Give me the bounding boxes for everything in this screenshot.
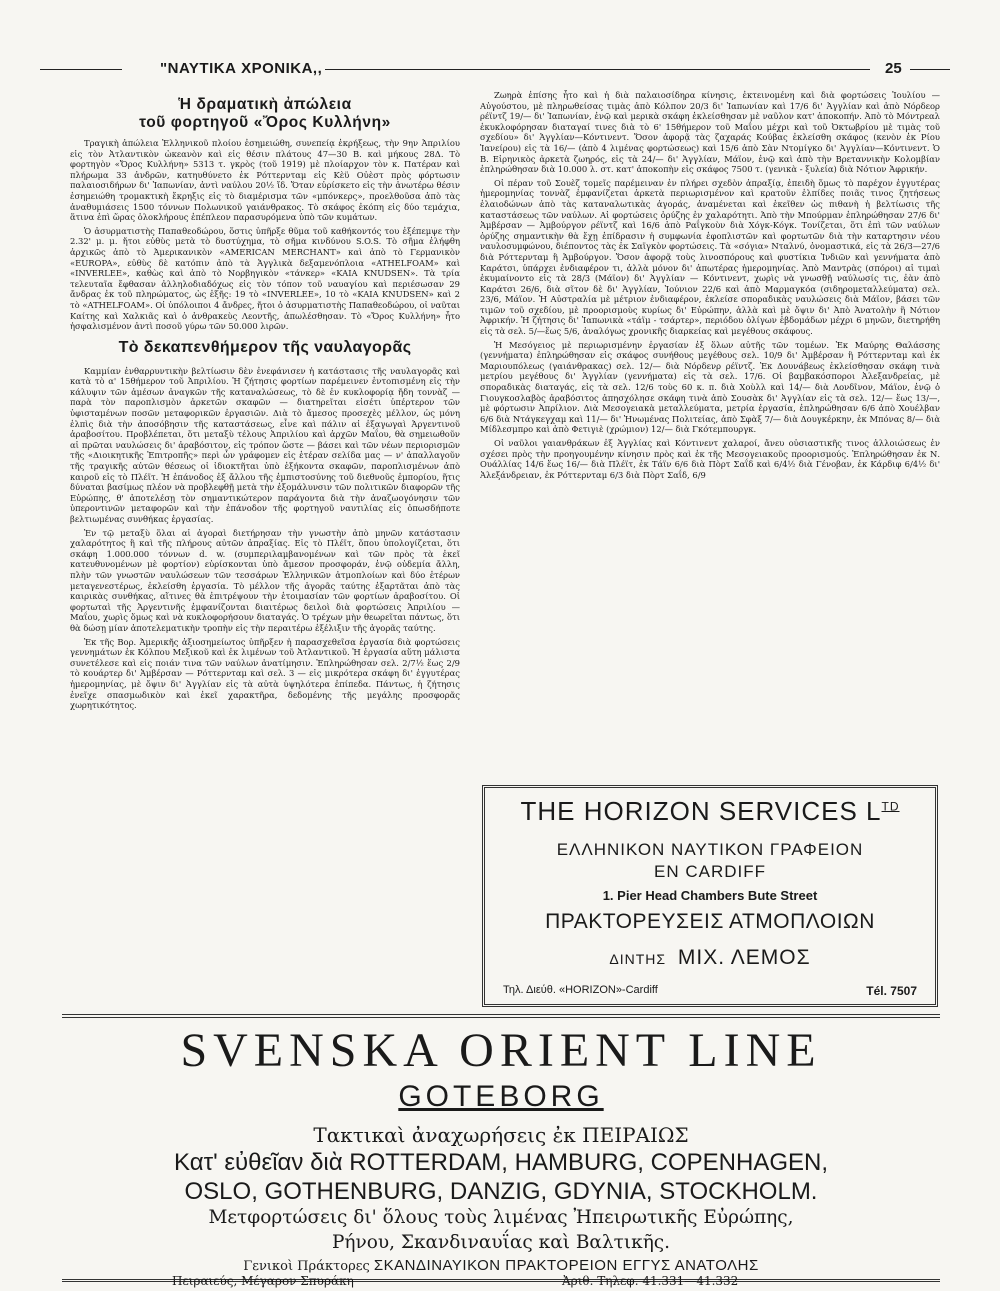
svenska-routes-line1: Κατ' εὐθεῖαν διὰ ROTTERDAM, HAMBURG, COPENHAGEN, (174, 1149, 828, 1176)
article1-paragraph: Ὁ ἀσυρματιστὴς Παπαθεοδώρου, ὅστις ὑπῆρξε θῦμα τοῦ καθήκοντός του ἐξέπεμψε τὴν 2.32' μ. μ. ἤτοι εὐθὺς μετὰ τὸ δυστύχημα, τὸ σῆμα κινδύνου S.O.S. Τὸ σῆμα ἐλήφθη ἀρχικῶς ἀπὸ τὸ Ἀμερικανικὸν «AMERICAN MERCHANT» καὶ ἀπὸ τὸ Γερμανικὸν «EUROPA», εὐθὺς δὲ κατόπιν ἀπὸ τὰ Ἀγγλικὰ δεξαμενόπλοια «ATHELFOAM» καὶ «INVERLEE», καθὼς καὶ ἀπὸ τὸ Νορβηγικὸν «τάνκερ» «KAIA KNUDSEN». Τὰ τρία τελευταῖα ἔφθασαν ἀλληλοδιαδόχως εἰς τὸν τόπον τοῦ ναυαγίου καὶ περιέσωσαν 29 ἄνδρας ἐκ τοῦ πληρώματος, ὡς ἑξῆς: 19 τὸ «INVERLEE», 10 τὸ «KAIA KNUDSEN» καὶ 2 τὸ «ATHELFOAM». Οἱ ὑπόλοιποι 4 ἄνδρες, ἤτοι ὁ ἀσυρματιστὴς Παπαθεοδώρου, οἱ ναῦται Καίτης καὶ Χαλκιᾶς καὶ ὁ ἀνθρακεὺς Λεοντῆς, ἀπωλέσθησαν. Τὸ «Ὄρος Κυλλήνη» ἦτο ἠσφαλισμένον ἀντὶ ποσοῦ γύρω τῶν 50.000 λιρῶν. (70, 225, 460, 332)
horizon-services-ad (482, 785, 938, 1007)
article1-paragraph: Τραγικὴ ἀπώλεια Ἑλληνικοῦ πλοίου ἐσημειώθη, συνεπείᾳ ἐκρήξεως, τὴν 9ην Ἀπριλίου εἰς τὸν Ἀτλαντικὸν ὠκεανὸν καὶ εἰς θέσιν πλάτους 47—30 Β. καὶ μήκους 28Δ. Τὸ φορτηγὸν «Ὄρος Κυλλήνη» 5313 τ. γκρὸς (τοῦ 1919) μὲ πλοίαρχον τὸν κ. Πατέραν καὶ πλήρωμα 33 ἀνδρῶν, κατηυθύνετο ἐκ Ρόττερνταμ εἰς Κὲϋ Οὐὲστ πρὸς φόρτωσιν παλαιοσιδήρων δι' Ἰαπωνίαν, ἀντὶ ναύλου 20½ ἴδ. Ὅταν εὑρίσκετο εἰς τὴν ἀνωτέρω θέσιν ἐσημειώθη τρομακτικὴ ἔκρηξις εἰς τὸ διαμέρισμα τῶν «μπόνκερς», προελθοῦσα ἀπὸ τὰς ἀναθυμιάσεις 1500 τόννων Πολωνικοῦ γαιάνθρακος. Τὸ σκάφος ἐκόπη εἰς δύο τεμάχια, ἅτινα ἐπὶ ὥρας ὁλοκλήρους ἐπέπλεον παρασυρόμενα ὑπὸ τῶν κυμάτων. (70, 138, 460, 223)
article2-paragraph: Καμμίαν ἐνθαρρυντικὴν βελτίωσιν δὲν ἐνεφάνισεν ἡ κατάστασις τῆς ναυλαγορᾶς καὶ κατὰ τὸ α' 15θήμερον τοῦ Ἀπριλίου. Ἡ ζήτησις φορτίων παρέμεινεν ἐντοπισμένη εἰς τὴν κάλυψιν τῶν ἀμέσων ἀναγκῶν τῆς καταναλώσεως, τὸ δὲ ἐν κυκλοφορίᾳ ἤδη τοννὰζ — παρὰ τὸν παροπλισμὸν ἀρκετῶν σκαφῶν — διατηρεῖται εἰσέτι ὑπέρτερον τῶν ὑφισταμένων ποσῶν μεταφορικῶν ἐργασιῶν. Διὰ τὸ ἄμεσος προσεχὲς μέλλον, ὡς μόνη ἐλπὶς διὰ τὴν ἀποσόβησιν τῆς καταστάσεως, εἶνε καὶ πάλιν αἱ ἐξαγωγαὶ Ἀργεντινοῦ ἀραβοσίτου. Προβλέπεται, ὅτι μεταξὺ τέλους Ἀπριλίου καὶ ἀρχῶν Μαΐου, θὰ σημειωθοῦν αἱ πρῶται ναυλώσεις δι' ἀραβόσιτον, εἰς τρόπον ὥστε — βάσει καὶ τῶν νέων περιορισμῶν τῆς «Διοικητικῆς Ἐπιτροπῆς» περὶ ὧν γράφομεν εἰς ἑτέραν σελίδα μας — ν' ἀπαλλαγοῦν τῆς τραγικῆς αὐτῶν θέσεως οἱ ἰδιοκτῆται ὑπὸ ἑξήκοντα σκαφῶν, παροπλισμένων ἀπὸ καιροῦ εἰς τὸ Πλέϊτ. Ἡ ἐπάνοδος ἐξ ἄλλου τῆς ἐμπιστοσύνης τοῦ διεθνοῦς ἐμπορίου, ἥτις δύναται βασίμως πλέον νὰ προβλεφθῇ μετὰ τὴν ἐξομάλυνσιν τῶν πολιτικῶν διαφορῶν τῆς Εὐρώπης, θ' ἀποτελέσῃ τὸν σημαντικώτερον παράγοντα διὰ τὴν ἀναζωογόνησιν τῶν ὑπεροντινῶν μεταφορῶν καὶ τὴν ἐπάνοδον τῆς φορτηγοῦ ναυτιλίας εἰς ὁπωσδήποτε βελτιωμένας συνθήκας ἐργασίας. (70, 365, 460, 524)
article2-paragraph: Ἐκ τῆς Βορ. Ἀμερικῆς ἀξιοσημείωτος ὑπῆρξεν ἡ παρασχεθεῖσα ἐργασία διὰ φορτώσεις γεννημάτων ἐκ Κόλπου Μεξικοῦ καὶ ἐκ λιμένων τοῦ Ἀτλαντικοῦ. Ἡ ἐργασία αὕτη μάλιστα συνετέλεσε καὶ εἰς ποιάν τινα τῶν ναύλων ἀνατίμησιν. Ἐπληρώθησαν σελ. 2/7½ ἕως 2/9 τὸ κουάρτερ δι' Ἀμβέρσαν — Ρόττερνταμ καὶ σελ. 3 — εἰς μικρότερα σκάφη δι' ἐγγυτέρας ἡμερομηνίας, μὲ ὄψιν δι' Ἀγγλίαν εἰς τὰ αὐτὰ ὑψηλότερα ἐπίπεδα. Πάντως, ἡ ζήτησις ἐνεῖχε σπασμωδικὸν καὶ ἐκεῖ χαρακτῆρα, δεδομένης τῆς μεγάλης προσφορᾶς χωρητικότητος. (70, 636, 460, 711)
masthead-rule (325, 69, 870, 70)
svenska-departures: Τακτικαὶ ἀναχωρήσεις ἐκ ΠΕΙΡΑΙΩΣ (313, 1123, 689, 1147)
svenska-agents-label: Γενικοὶ Πράκτορες (243, 1259, 370, 1274)
svenska-city: GOTEBORG (398, 1080, 604, 1113)
masthead (40, 58, 950, 82)
masthead-rule (40, 69, 122, 70)
article2-continued-paragraph: Ἡ Μεσόγειος μὲ περιωρισμένην ἐργασίαν ἐξ ὅλων αὐτῆς τῶν τομέων. Ἐκ Μαύρης Θαλάσσης (γεννήματα) ἐπληρώθησαν εἰς σκάφος συνήθους μεγέθους σελ. 10/9 δι' Ἀμβέρσαν ἢ Ρόττερνταμ καὶ ἐκ Μαριουπόλεως (γαιάνθρακας) σελ. 12/— διὰ Νόρδενρ ρέϊντζ. Ἐκ Δουνάβεως ἐκλείσθησαν σκάφη τινὰ μετρίου μεγέθους δι' Ἀγγλίαν (γεννήματα) εἰς τὰ σελ. 17/6. Οἱ βαμβακόσποροι Ἀλεξανδρείας, μὲ σποραδικὰς διαταγάς, εἰς τὰ σελ. 12/6 τοὺς 60 κ. π. διὰ Χοὺλλ καὶ 14/— διὰ Λονδῖνον, Μάϊον, ἐνῷ ὁ Γιουγκοσλαβὸς ἀραβόσιτος ἀπησχόλησε σκάφη τινὰ ἀπὸ Σουσὰκ δι' Ἀγγλίαν εἰς τὰ σελ. 12/— ἕως 13/—, μὲ φόρτωσιν Ἀπρίλιον. Διὰ Μεσογειακὰ μεταλλεύματα, μετρία ἐργασία, ἐπληρώθησαν 6/6 ἀπὸ Χουέλβαν 6/6 διὰ Ντάγκεγχαμ καὶ 11/— δι' Ἡνωμένας Πολιτείας, ἀπὸ Σφὰξ 7/— διὰ Δουγκέρκην, ἐκ Μπόνας 8/— διὰ Μίδλεσμπρο καὶ ἀπὸ Φετιγιὲ (χρώμιον) 12/— διὰ Γκότεμπουργκ. (480, 339, 940, 435)
svenska-telephone: Ἀριθ. Τηλεφ. 41.331—41.332 (562, 1274, 739, 1288)
article2-paragraph: Ἐν τῷ μεταξὺ ὅλαι αἱ ἀγοραὶ διετήρησαν τὴν γνωστὴν ἀπὸ μηνῶν κατάστασιν χαλαρότητος ἢ καὶ τῆς πλήρους αὐτῶν ἀπραξίας. Εἰς τὸ Πλέϊτ, ὅπου ὑπολογίζεται, ὅτι σκάφη 1.000.000 τόννων d. w. (συμπεριλαμβανομένων καὶ τῶν πρὸς τὰ ἐκεῖ κατευθυνομένων μὲ φορτίον) εὑρίσκονται ὑπὸ ἄμεσον προσφοράν, ἐνῷ οὐδεμία ἄλλη, πλὴν τῶν γνωστῶν ναυλώσεων τῶν τεσσάρων Ἑλληνικῶν ἀτμοπλοίων καὶ δύο ἑτέρων μεταγενεστέρως, ἐκλείσθη ἐργασία. Τὸ μέλλον τῆς ἀγορᾶς ταύτης ἐξαρτᾶται ἀπὸ τὰς καιρικὰς συνθήκας, αἵτινες θὰ ἐπιτρέψουν τὴν ἑτοιμασίαν τῶν φορτίων ἀραβοσίτου. Οἱ φορτωταὶ τῆς Ἀργεντινῆς ἐμφανίζονται διαιτέρως δειλοὶ διὰ φορτώσεις Ἀπριλίου — Μαΐου, χωρὶς ὅμως καὶ νὰ κυκλοφορήσουν διαταγάς. Ὁ τρέχων μὴν θεωρεῖται πάντως, ὅτι θὰ δώσῃ μίαν ἀποτελεματικὴν τροπὴν εἰς τὴν περαιτέρω ἐξέλιξιν τῆς ἀγορᾶς ταύτης. (70, 527, 460, 633)
right-column (480, 90, 940, 778)
masthead-rule (910, 69, 950, 70)
horizon-line3: ΠΡΑΚΤΟΡΕΥΣΕΙΣ ΑΤΜΟΠΛΟΙΩΝ (545, 910, 875, 933)
horizon-address: 1. Pier Head Chambers Bute Street (602, 888, 818, 903)
svenska-agents-name: ΣΚΑΝΔΙΝΑΥΙΚΟΝ ΠΡΑΚΤΟΡΕΙΟΝ ΕΓΓΥΣ ΑΝΑΤΟΛΗΣ (373, 1257, 759, 1274)
svenska-routes (62, 1148, 940, 1206)
horizon-name-suffix: TD (881, 799, 900, 814)
horizon-footer (503, 984, 917, 996)
article2-continued-paragraph: Ζωηρὰ ἐπίσης ἦτο καὶ ἡ διὰ παλαιοσίδηρα κίνησις, ἐκτεινομένη καὶ διὰ φορτώσεις Ἰουλίου — Αὐγούστου, μὲ πληρωθείσας τιμὰς ἀπὸ Κόλπον 20/3 δι' Ἰαπωνίαν καὶ 17/6 δι' Ἀγγλίαν καὶ ἀπὸ Νόρδεορ ρέϊντζ 19/— δι' Ἰαπωνίαν, ἐνῷ καὶ μερικὰ σκάφη ἐκλείσθησαν μὲ ναῦλον κατ' ἀποκοπήν. Ἀπὸ τὸ Μόντρεαλ ἐκυκλοφόρησαν διαταγαί τινες διὰ τὸ 6' 15θήμερον τοῦ Μαΐου μέχρι καὶ τοῦ Ὀκτωβρίου μὲ τιμὰς τοῦ σχεδίου» δι' Ἀγγλίαν—Κόντινεντ. Ὅσον ἀφορᾷ τὰς ζαχαράς Κούβας ἐκλείσθη σκάφος (κενὸν ἐκ Ρίου Ἰανείρου) εἰς τὰ 16/— (ἀπὸ 4 λιμένας φορτώσεως) καὶ 15/6 ἀπὸ Σὰν Ντομίγκο δι' Ἀγγλίαν—Κόντινεντ. Ὁ Β. Εἰρηνικὸς ἀρκετὰ ζωηρός, εἰς τὰ 24/— δι' Ἀγγλίαν, Μάϊον, ἐνῷ καὶ ἀπὸ τὴν Βρεταννικὴν Κολομβίαν ἐπληρώθησαν διὰ 10.000 λ. στ. κατ' ἀποκοπὴν εἰς σκάφος 7500 τ. (γενικὰ - ξυλεία) διὰ Νότιον Ἀφρικήν. (480, 90, 940, 175)
article1-headline (70, 96, 460, 132)
horizon-name-text: THE HORIZON SERVICES L (520, 796, 882, 826)
horizon-line1: ΕΛΛΗΝΙΚΟΝ ΝΑΥΤΙΚΟΝ ΓΡΑΦΕΙΟΝ (556, 840, 864, 859)
horizon-telegraph: Τηλ. Διεύθ. «HORIZON»-Cardiff (503, 984, 658, 996)
article1-title-line2: τοῦ φορτηγοῦ «Ὄρος Κυλλήνη» (139, 114, 391, 131)
article2-continued-paragraph: Οἱ πέραν τοῦ Σουὲζ τομεῖς παρέμειναν ἐν πλήρει σχεδὸν ἀπραξίᾳ, ἐπειδὴ ὅμως τὸ παρέχον ἐγγυτέρας ἡμερομηνίας τοννὰζ ἐμφανίζεται ἀρκετὰ περιωρισμένον καὶ κρατοῦν ἐλπίδες ποιᾶς τινος ζητήσεως ἐλαιοδώνων ἀπὸ τὰς καταναλωτικὰς ἀγοράς, ἀναμένεται καὶ ἐκεῖθεν ὡς πιθανὴ ἡ βελτίωσις τῆς καταστάσεως τῶν ναύλων. Αἱ φορτώσεις ὀρύζης ἐν χαλαρότητι. Ἀπὸ τὴν Μπούρμαν ἐπληρώθησαν 27/6 δι' Ἀμβέρσαν — Ἀμβούργον ρέϊντζ καὶ 16/6 ἀπὸ Ραΐγκοὺν διὰ Χόγκ-Κόγκ. Τονίζεται, ὅτι ἐπὶ τῶν ναύλων ὀρύζης σημαντικὴν θὰ ἔχῃ ἐπίδρασιν ἡ συμφωνία ἐφοπλιστῶν καὶ φορτωτῶν διὰ τὴν καταρτησιν νέου ναυλοσυμφώνου, διέποντος τὰς ἐκ Σαϊγκὸν φορτώσεις. Τὰ «σόγια» Νταλνύ, ὀνομαστικά, εἰς τὰ 26/3—27/6 διὰ Ρόττερνταμ ἢ Ἀμβούργον. Ὅσον ἀφορᾷ τοὺς λινοσπόρους καὶ φυστίκια Ἰνδιῶν καὶ γεννήματα ἀπὸ Καράτσι, ὑπάρχει ἐνδιαφέρον τι, ἀλλὰ μόνον δι' ἀπωτέρας ἡμερομηνίας. Ἀπὸ Μαντρὰς (σπόροι) αἱ τιμαὶ ἐκυμαίνοντο εἰς τὰ 28/3 (Μάϊον) δι' Ἀγγλίαν — Κόντινεντ, χωρὶς νὰ γνωσθῇ ναύλωσίς τις, ἐὰν ἀπὸ Καράτσι 26/6, διὰ σῖτον δὲ δι' Ἀγγλίαν, Ἰούνιον 22/6 καὶ ἀπὸ Μαρμαγκόα (σιδηρομεταλλεύματα) σελ. 23/6, Μάϊον. Ἡ Αὐστραλία μὲ μέτριον ἐνδιαφέρον, ἐκλείσε σποραδικὰς ναυλώσεις διὰ Μάϊον, βάσει τῶν τιμῶν τοῦ σχεδίου, μὲ προορισμοὺς κυρίως δι' Εὐρώπην, ἀλλὰ καὶ μὲ ὄψιν δι' Ἀπὸ Ἀνατολὴν ἢ Νότιον Ἀφρικήν. Ἡ ζήτησις δι' Ἰαπωνικὰ «τάϊμ - τσάρτερ», περιόδου ὀλίγων ἑβδομάδων μέχρι 6 μηνῶν, διετηρήθη εἰς τὰ σελ. 5/—ἕως 5/6, ἀναλόγως χρονικῆς διαρκείας καὶ μεγέθους σκάφους. (480, 177, 940, 337)
article2-headline: Τὸ δεκαπενθήμερον τῆς ναυλαγορᾶς (118, 338, 412, 356)
article2-continued-paragraph: Οἱ ναῦλοι γαιανθράκων ἐξ Ἀγγλίας καὶ Κόντινεντ χαλαροί, ἄνευ οὐσιαστικῆς τινος ἀλλοιώσεως ἐν σχέσει πρὸς τὴν προηγουμένην κίνησιν πρὸς καὶ ἐκ τῆς Μεσογειακοῦς προορισμούς. Ἐπληρώθησαν ἐκ Ν. Ουάλλίας 14/6 ἕως 16/— διὰ Πλέϊτ, ἐκ Τάϊν 6/6 διὰ Πὸρτ Σαΐδ καὶ 6/4½ διὰ Γένοβαν, ἐκ Κάρδιφ 6/4½ δι' Ἀλεξάνδρειαν, ἐκ Ρόττερνταμ 6/3 διὰ Πὸρτ Σαΐδ, 6/9 (480, 438, 940, 480)
horizon-line2: EN CARDIFF (654, 862, 766, 881)
horizon-director (485, 946, 935, 970)
svenska-agents (62, 1258, 940, 1275)
horizon-telephone: Tél. 7507 (866, 984, 917, 998)
horizon-company-name (485, 796, 935, 827)
svenska-orient-line-ad (62, 1014, 940, 1288)
svenska-title: SVENSKA ORIENT LINE (180, 1024, 822, 1077)
horizon-director-label: ΔΙΝΤΗΣ (609, 951, 667, 967)
svenska-routes-line2: OSLO, GOTHENBURG, DANZIG, GDYNIA, STOCKHOLM. (184, 1178, 818, 1205)
publication-title: "ΝΑΥΤΙΚΑ ΧΡΟΝΙΚΑ,, (160, 60, 323, 77)
svenska-transshipment: Μετφορτώσεις δι' ὅλους τοὺς λιμένας Ἠπειρωτικῆς Εὐρώπης, (208, 1207, 794, 1228)
svenska-rhine: Ρήνου, Σκανδιναυΐας καὶ Βαλτικῆς. (331, 1232, 671, 1253)
page-number: 25 (885, 60, 902, 77)
horizon-director-name: ΜΙΧ. ΛΕΜΟΣ (677, 946, 811, 969)
svenska-address: Πειραιεύς, Μέγαρον Σπυράκη (172, 1274, 354, 1288)
left-column (70, 90, 460, 1010)
article1-title-line1: Ἡ δραματικὴ ἀπώλεια (178, 96, 352, 113)
